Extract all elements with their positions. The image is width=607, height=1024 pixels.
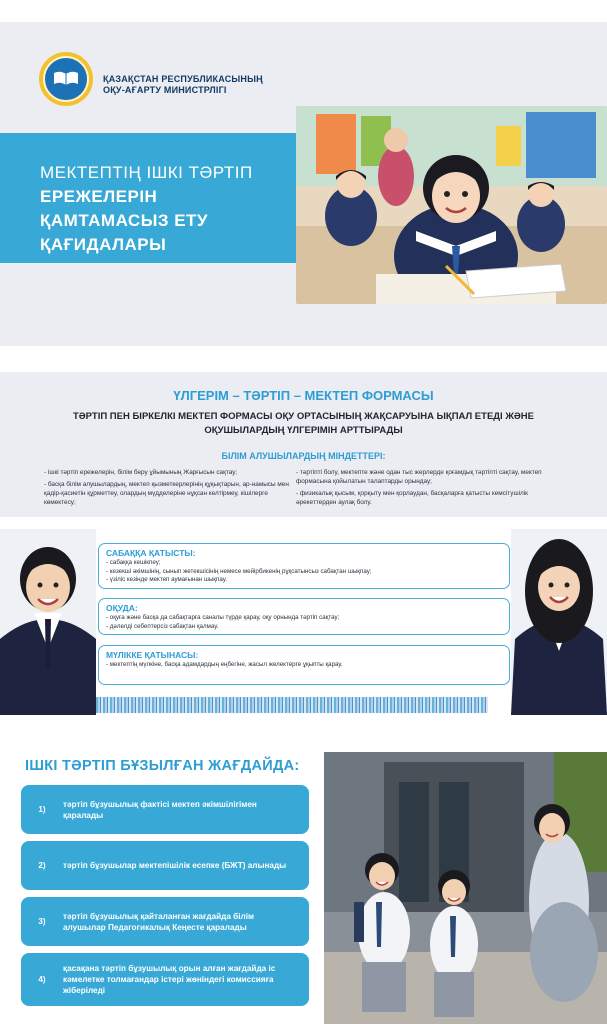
- decorative-stripes: [96, 697, 488, 713]
- rules-section: [0, 372, 607, 517]
- card-line: - дәлелді себептерсіз сабақтан қалмау.: [106, 622, 219, 630]
- page-title: МЕКТЕПТІҢ ІШКІ ТӘРТІП ЕРЕЖЕЛЕРІН ҚАМТАМАСЫЗ ЕТУ ҚАҒИДАЛАРЫ: [40, 163, 253, 254]
- card-property: [98, 645, 510, 685]
- card-study: [98, 598, 510, 635]
- duties-right-column: [296, 468, 551, 510]
- classroom-photo: [296, 106, 607, 304]
- schoolboy-photo: [0, 529, 96, 715]
- schoolgirl-photo: [511, 529, 607, 715]
- step-text: қасақана тәртіп бұзушылық орын алған жағдайда іс кәмелетке толмағандар істері жөніндегі комиссияға жіберіледі: [63, 964, 276, 995]
- card-line: - кезекші әкімшінің, сынып жетекшісінің немесе мейірбикенің рұқсатынсыз сабақтан шықпау;: [106, 567, 372, 575]
- violation-step: [21, 841, 309, 890]
- duty-item: - басқа білім алушылардың, мектеп қызметкерлерінің құқықтарын, ар-намысы мен қадір-қасиетін құрметтеу, олардың мүдделеріне нұқсан келтірмеу, кішілерге көмектесу;: [44, 481, 289, 506]
- violation-step: [21, 953, 309, 1006]
- title-band: [0, 133, 296, 263]
- step-number: 3): [38, 917, 46, 926]
- header-section: [0, 22, 607, 346]
- behavior-cards-section: [0, 517, 607, 717]
- rules-subheading: ТӘРТІП ПЕН БІРКЕЛКІ МЕКТЕП ФОРМАСЫ ОҚУ ОРТАСЫНЫҢ ЖАҚСАРУЫНА ЫҚПАЛ ЕТЕДІ ЖӘНЕ ОҚУШЫЛАРДЫҢ ҮЛГЕРІМІН АРТТЫРАДЫ: [72, 411, 535, 436]
- card-line: - мектептің мүлкіне, басқа адамдардың еңбегіне, жасыл желектерге ұқыпты қарау.: [106, 661, 343, 668]
- rules-heading: ҮЛГЕРІМ – ТӘРТІП – МЕКТЕП ФОРМАСЫ: [173, 388, 434, 403]
- step-number: 1): [38, 805, 46, 814]
- card-title: ОҚУДА:: [106, 603, 138, 613]
- duty-item: - физикалық қысым, қорқыту мен қорлаудан, басқаларға қатысты кемсітушілік әрекеттерден аулақ болу.: [296, 490, 528, 506]
- duties-left-column: [44, 468, 299, 510]
- step-text: тәртіп бұзушылық қайталанған жағдайда білім алушылар Педагогикалық Кеңесте қаралады: [63, 911, 255, 932]
- duty-item: - тәртіпті болу, мектепте және одан тыс жерлерде қоғамдық тәртіпті сақтау, мектеп формасына қойылатын талаптарды орындау;: [296, 469, 542, 485]
- duties-heading: БІЛІМ АЛУШЫЛАРДЫҢ МІНДЕТТЕРІ:: [221, 451, 386, 461]
- card-line: - үзіліс кезінде мектеп аумағынан шықпау.: [106, 576, 227, 583]
- card-title: САБАҚҚА ҚАТЫСТЫ:: [106, 548, 196, 558]
- card-line: - сабаққа кешікпеу;: [106, 559, 161, 566]
- violations-heading: ІШКІ ТӘРТІП БҰЗЫЛҒАН ЖАҒДАЙДА:: [25, 758, 300, 774]
- card-line: - оқуға және басқа да сабақтарға саналы түрде қарау, оқу орнында тәртіп сақтау;: [106, 614, 340, 621]
- step-number: 4): [38, 975, 46, 984]
- card-title: МҮЛІККЕ ҚАТЫНАСЫ:: [106, 650, 199, 660]
- violation-step: [21, 785, 309, 834]
- step-text: тәртіп бұзушылық фактісі мектеп әкімшілігімен қаралады: [63, 799, 257, 820]
- ministry-emblem-icon: [39, 52, 93, 106]
- duty-item: - ішкі тәртіп ережелерін, білім беру ұйымының Жарғысын сақтау;: [44, 469, 238, 476]
- violation-step: [21, 897, 309, 946]
- violations-section: [0, 730, 607, 1024]
- step-number: 2): [38, 861, 46, 870]
- ministry-name: ҚАЗАҚСТАН РЕСПУБЛИКАСЫНЫҢ ОҚУ-АҒАРТУ МИНИСТРЛІГІ: [103, 74, 263, 95]
- card-lesson: [98, 543, 510, 589]
- step-text: тәртіп бұзушылар мектепішілік есепке (БЖТ) алынады: [63, 861, 287, 870]
- students-walking-photo: [324, 752, 607, 1024]
